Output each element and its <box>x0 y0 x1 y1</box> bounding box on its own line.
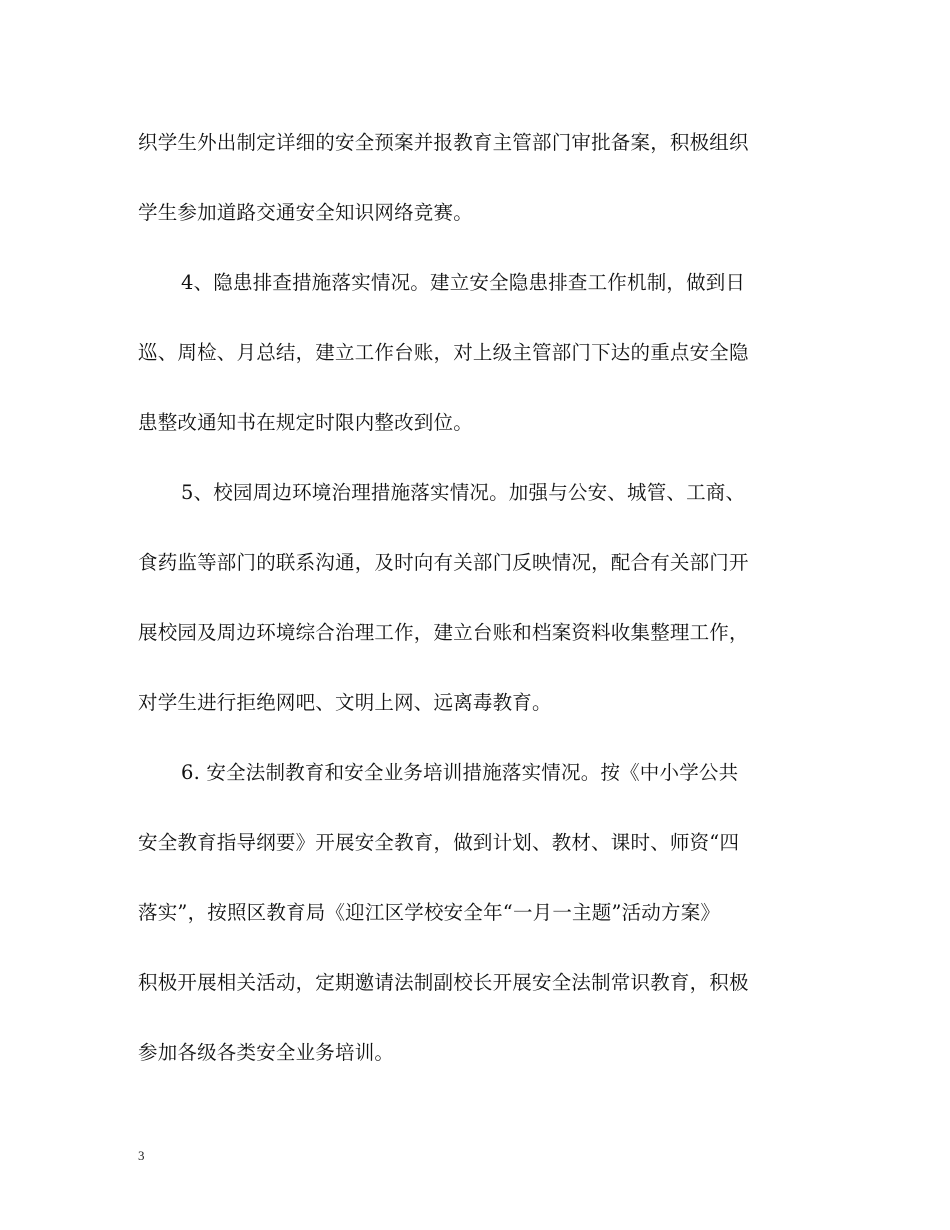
text-line: 6. 安全法制教育和安全业务培训措施落实情况。按《中小学公共 <box>181 761 739 784</box>
text-line: 患整改通知书在规定时限内整改到位。 <box>138 411 473 434</box>
text-line: 参加各级各类安全业务培训。 <box>138 1041 395 1064</box>
page-number: 3 <box>138 1148 145 1163</box>
text-line: 积极开展相关活动，定期邀请法制副校长开展安全法制常识教育，积极 <box>138 971 749 994</box>
text-line: 4、隐患排查措施落实情况。建立安全隐患排查工作机制，做到日 <box>181 271 746 294</box>
text-line: 巡、周检、月总结，建立工作台账，对上级主管部门下达的重点安全隐 <box>138 341 749 364</box>
text-line: 食药监等部门的联系沟通，及时向有关部门反映情况，配合有关部门开 <box>138 551 749 574</box>
text-line: 对学生进行拒绝网吧、文明上网、远离毒教育。 <box>138 691 552 714</box>
text-line: 5、校园周边环境治理措施落实情况。加强与公安、城管、工商、 <box>181 481 746 504</box>
document-body <box>138 118 828 1098</box>
text-line: 安全教育指导纲要》开展安全教育，做到计划、教材、课时、师资“四 <box>138 831 740 854</box>
text-line: 落实”，按照区教育局《迎江区学校安全年“一月一主题”活动方案》 <box>138 901 721 924</box>
text-line: 学生参加道路交通安全知识网络竞赛。 <box>138 201 473 224</box>
text-line: 展校园及周边环境综合治理工作，建立台账和档案资料收集整理工作， <box>138 621 749 644</box>
text-line: 织学生外出制定详细的安全预案并报教育主管部门审批备案，积极组织 <box>138 131 749 154</box>
